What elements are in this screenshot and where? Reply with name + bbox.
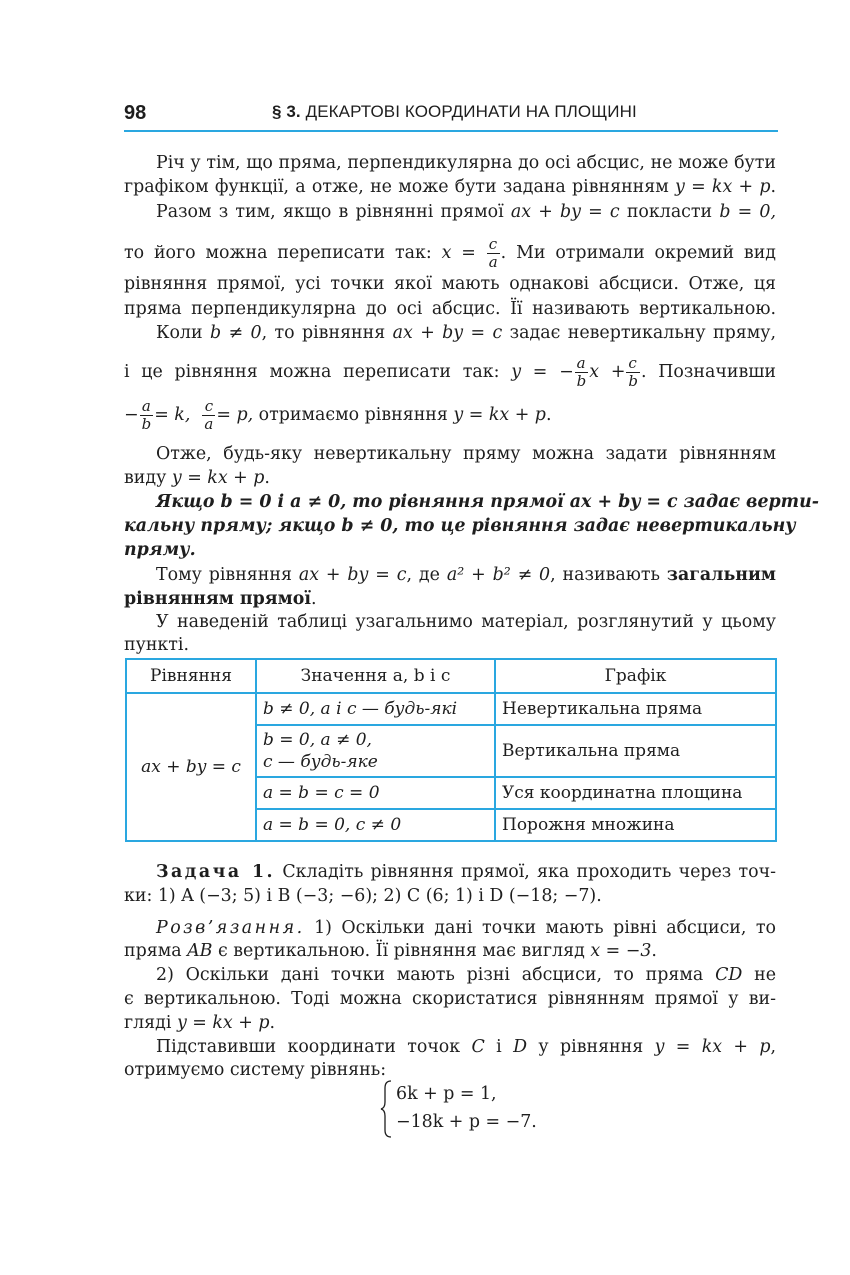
paragraph-6-line-1 bbox=[124, 564, 776, 586]
text: гляді bbox=[124, 1013, 177, 1033]
text: є вертикальною. Її рівняння має вигляд bbox=[212, 941, 591, 961]
text: . bbox=[269, 1013, 276, 1033]
solution-line-5 bbox=[124, 1012, 776, 1034]
text: і це рівняння можна переписати так: bbox=[124, 362, 500, 382]
paragraph-6-line-2 bbox=[124, 588, 776, 610]
text: не bbox=[742, 965, 776, 985]
solution-line-4 bbox=[124, 988, 776, 1010]
paragraph-1-line-2 bbox=[124, 176, 776, 198]
equation-system bbox=[380, 1080, 580, 1140]
numerator: c bbox=[487, 236, 500, 254]
text: Отже, будь-яку невертикальну пряму можна задати рівнянням bbox=[156, 444, 776, 464]
text: . Ми отримали окремий вид bbox=[500, 243, 776, 263]
paragraph-3-line-3 bbox=[124, 398, 776, 433]
solution-line-6 bbox=[124, 1036, 776, 1058]
solution-line-3 bbox=[124, 964, 776, 986]
table-header-row bbox=[126, 659, 776, 693]
text: Складіть рівняння прямої, яка проходить через точ- bbox=[275, 862, 776, 882]
formula: AB bbox=[187, 941, 213, 961]
fraction-c-over-b bbox=[626, 355, 640, 390]
section-number: § 3. bbox=[272, 102, 301, 121]
formula: y = kx + p bbox=[453, 405, 546, 425]
paragraph-1-line-1 bbox=[124, 152, 776, 174]
paragraph-3-line-2 bbox=[124, 355, 776, 390]
paragraph-3-line-1 bbox=[124, 322, 776, 344]
denominator: a bbox=[488, 253, 498, 271]
text: . bbox=[651, 941, 657, 961]
paragraph-2-line-4 bbox=[124, 298, 776, 320]
text: і bbox=[484, 1037, 514, 1057]
text: отримуємо систему рівнянь: bbox=[124, 1060, 387, 1080]
text: то його можна переписати так: bbox=[124, 243, 432, 263]
text: . bbox=[545, 405, 552, 425]
formula: ax + by = c bbox=[510, 202, 620, 222]
equation-cell: ax + by = c bbox=[126, 693, 256, 841]
section-name: ДЕКАРТОВІ КООРДИНАТИ НА ПЛОЩИНІ bbox=[305, 102, 637, 121]
text: , де bbox=[406, 565, 447, 585]
text: 1) Оскільки дані точки мають рівні абсциси, то bbox=[304, 918, 776, 938]
denominator: b bbox=[628, 372, 638, 390]
task-line-1 bbox=[124, 861, 776, 883]
page-number: 98 bbox=[124, 102, 147, 124]
formula: D bbox=[513, 1037, 528, 1057]
formula: y = − bbox=[511, 362, 574, 382]
rule-line-2 bbox=[124, 515, 796, 537]
numerator: c bbox=[626, 355, 640, 373]
text: покласти bbox=[619, 202, 720, 222]
denominator: b bbox=[576, 372, 587, 390]
condition-cell bbox=[256, 725, 495, 777]
left-brace-icon bbox=[380, 1080, 392, 1138]
formula: a² + b² ≠ 0 bbox=[446, 565, 551, 585]
text: 2) Оскільки дані точки мають різні абсциси, то пряма bbox=[156, 965, 716, 985]
formula: b = 0, bbox=[719, 202, 776, 222]
text: , називають bbox=[550, 565, 667, 585]
fraction-a-over-b bbox=[575, 355, 589, 390]
condition-cell: b ≠ 0, a і c — будь-які bbox=[256, 693, 495, 725]
summary-table bbox=[125, 658, 777, 842]
text: є вертикальною. Тоді можна скористатися рівнянням прямої у ви- bbox=[124, 989, 776, 1009]
denominator: b bbox=[141, 415, 152, 433]
page-header bbox=[124, 98, 778, 132]
graph-cell: Уся координатна площина bbox=[495, 777, 776, 809]
paragraph-4-line-1 bbox=[124, 443, 776, 465]
fraction-a-over-b-2 bbox=[140, 398, 154, 433]
paragraph-7-line-1 bbox=[124, 611, 776, 633]
formula: y = kx + p bbox=[176, 1013, 270, 1033]
text: У наведеній таблиці узагальнимо матеріал, розглянутий у цьому bbox=[156, 612, 776, 632]
solution-line-2 bbox=[124, 940, 776, 962]
numerator: a bbox=[140, 398, 154, 416]
text: . bbox=[310, 589, 317, 609]
text: . bbox=[264, 468, 270, 488]
paragraph-4-line-2 bbox=[124, 467, 776, 489]
condition-line: b = 0, a ≠ 0, bbox=[263, 730, 372, 750]
condition-cell: a = b = 0, c ≠ 0 bbox=[256, 809, 495, 841]
task-line-2 bbox=[124, 885, 776, 907]
header-graph: Графік bbox=[495, 659, 776, 693]
text: пряма bbox=[124, 941, 188, 961]
text: Разом з тим, якщо в рівнянні прямої bbox=[156, 202, 511, 222]
rule-line-1 bbox=[124, 491, 819, 513]
condition-line: c — будь-яке bbox=[263, 752, 378, 772]
solution-line-1 bbox=[124, 917, 776, 939]
text: Якщо b = 0 і a ≠ 0, то рівняння прямої ax + by = c задає верти- bbox=[156, 492, 819, 512]
fraction-c-over-a bbox=[487, 236, 500, 271]
formula: ax + by = c bbox=[298, 565, 407, 585]
term: рівнянням прямої bbox=[124, 589, 311, 609]
condition-cell: a = b = c = 0 bbox=[256, 777, 495, 809]
text: . Позначивши bbox=[641, 362, 776, 382]
graph-cell: Невертикальна пряма bbox=[495, 693, 776, 725]
paragraph-2-line-1 bbox=[124, 201, 776, 223]
rule-line-3 bbox=[124, 539, 776, 561]
formula: y = kx + p bbox=[675, 177, 771, 197]
term: загальним bbox=[666, 565, 776, 585]
text: пряма перпендикулярна до осі абсцис. Її називають вертикальною. bbox=[124, 299, 776, 319]
text: Річ у тім, що пряма, перпендикулярна до осі абсцис, не може бути bbox=[156, 153, 776, 173]
text: графіком функції, а отже, не може бути задана рівнянням bbox=[124, 177, 676, 197]
formula: x + bbox=[589, 362, 626, 382]
text: . bbox=[770, 177, 776, 197]
paragraph-7-line-2 bbox=[124, 634, 776, 656]
text: , bbox=[770, 1037, 776, 1057]
text: виду bbox=[124, 468, 172, 488]
fraction-c-over-a-2 bbox=[202, 398, 215, 433]
text: отримаємо рівняння bbox=[258, 405, 454, 425]
formula: x = bbox=[441, 243, 476, 263]
section-title bbox=[272, 102, 637, 122]
formula: C bbox=[471, 1037, 485, 1057]
task-label: Задача 1. bbox=[156, 862, 276, 882]
formula: x = −3 bbox=[590, 941, 652, 961]
formula: = k, bbox=[154, 405, 191, 425]
formula: CD bbox=[715, 965, 743, 985]
text: , то рівняння bbox=[261, 323, 393, 343]
system-equation-1: 6k + p = 1, bbox=[396, 1084, 497, 1104]
text: пункті. bbox=[124, 635, 189, 655]
numerator: c bbox=[202, 398, 215, 416]
formula: ax + by = c bbox=[392, 323, 503, 343]
text: задає невертикальну пряму, bbox=[502, 323, 776, 343]
text: пряму. bbox=[124, 540, 196, 560]
paragraph-2-line-2 bbox=[124, 236, 776, 271]
solution-label: Розв’язання. bbox=[156, 918, 305, 938]
graph-cell: Вертикальна пряма bbox=[495, 725, 776, 777]
system-equation-2: −18k + p = −7. bbox=[396, 1112, 537, 1132]
table-row bbox=[126, 693, 776, 725]
formula: = p, bbox=[216, 405, 254, 425]
text: Підставивши координати точок bbox=[156, 1037, 472, 1057]
text: кальну пряму; якщо b ≠ 0, то це рівняння задає невертикальну bbox=[124, 516, 796, 536]
header-values: Значення a, b і c bbox=[256, 659, 495, 693]
numerator: a bbox=[575, 355, 589, 373]
formula: y = kx + p bbox=[171, 468, 265, 488]
graph-cell: Порожня множина bbox=[495, 809, 776, 841]
text: рівняння прямої, усі точки якої мають однакові абсциси. Отже, ця bbox=[124, 274, 776, 294]
text: у рівняння bbox=[527, 1037, 655, 1057]
header-equation: Рівняння bbox=[126, 659, 256, 693]
denominator: a bbox=[204, 415, 214, 433]
paragraph-2-line-3 bbox=[124, 273, 776, 295]
formula: − bbox=[124, 405, 139, 425]
formula: y = kx + p bbox=[654, 1037, 771, 1057]
text: Коли bbox=[156, 323, 210, 343]
text: Тому рівняння bbox=[156, 565, 299, 585]
solution-line-7 bbox=[124, 1059, 776, 1081]
formula: b ≠ 0 bbox=[209, 323, 262, 343]
text: ки: 1) A (−3; 5) і B (−3; −6); 2) C (6; 1) і D (−18; −7). bbox=[124, 886, 602, 906]
